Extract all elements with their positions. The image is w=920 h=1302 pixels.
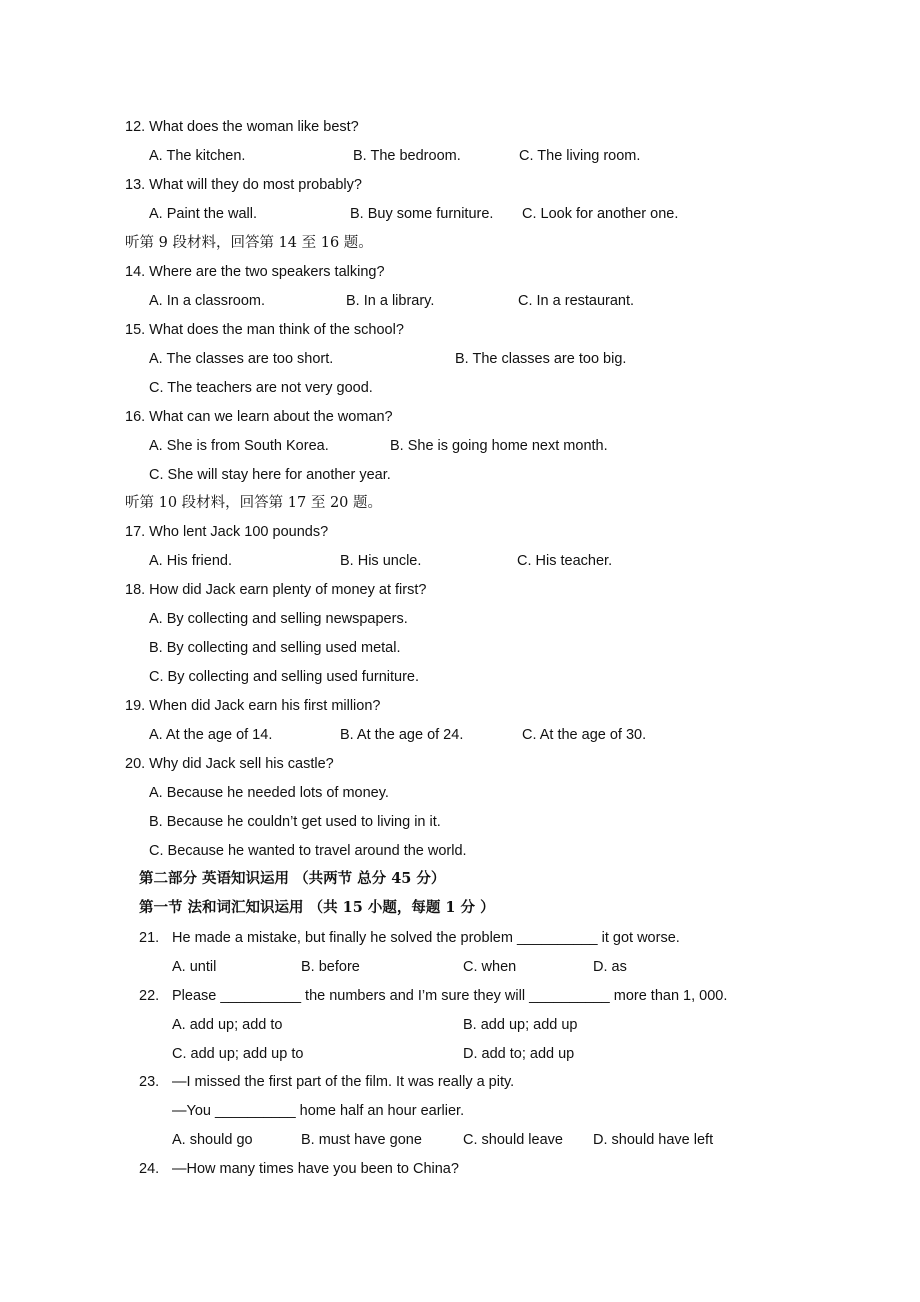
question-23-option-c: C. should leave: [463, 1132, 563, 1148]
question-22-number: 22.: [139, 988, 160, 1004]
question-21-option-a: A. until: [172, 959, 217, 975]
question-22-stem: Please __________ the numbers and I’m sure they will __________ more than 1, 000.: [172, 988, 728, 1004]
question-23-number: 23.: [139, 1074, 160, 1090]
question-12-option-b: B. The bedroom.: [353, 148, 461, 164]
question-23-option-a: A. should go: [172, 1132, 253, 1148]
question-15-option-a: A. The classes are too short.: [149, 351, 334, 367]
question-15-option-b: B. The classes are too big.: [455, 351, 627, 367]
question-14-option-b: B. In a library.: [346, 293, 435, 309]
question-13-option-a: A. Paint the wall.: [149, 206, 257, 222]
question-24-number: 24.: [139, 1161, 160, 1177]
question-13-stem: 13. What will they do most probably?: [125, 177, 362, 193]
question-16-stem: 16. What can we learn about the woman?: [125, 409, 393, 425]
question-16-option-c: C. She will stay here for another year.: [149, 467, 391, 483]
question-14-stem: 14. Where are the two speakers talking?: [125, 264, 385, 280]
question-20-option-b: B. Because he couldn’t get used to living in it.: [149, 814, 441, 830]
question-12-stem: 12. What does the woman like best?: [125, 119, 359, 135]
section-1-heading: 第一节 法和词汇知识运用 （共 15 小题，每题 1 分 ）: [139, 899, 495, 916]
question-16-option-a: A. She is from South Korea.: [149, 438, 329, 454]
question-22-option-b: B. add up; add up: [463, 1017, 578, 1033]
part-2-heading: 第二部分 英语知识运用 （共两节 总分 45 分）: [139, 870, 446, 887]
question-21-number: 21.: [139, 930, 160, 946]
question-18-option-c: C. By collecting and selling used furniture.: [149, 669, 420, 685]
question-12-option-a: A. The kitchen.: [149, 148, 246, 164]
question-21-option-c: C. when: [463, 959, 517, 975]
question-19-option-a: A. At the age of 14.: [149, 727, 273, 743]
question-19-stem: 19. When did Jack earn his first million?: [125, 698, 381, 714]
question-19-option-b: B. At the age of 24.: [340, 727, 464, 743]
question-23-dialogue-line-2: —You __________ home half an hour earlier.: [172, 1103, 465, 1119]
question-18-stem: 18. How did Jack earn plenty of money at first?: [125, 582, 427, 598]
question-12-option-c: C. The living room.: [519, 148, 641, 164]
question-13-option-b: B. Buy some furniture.: [350, 206, 494, 222]
segment-10-instruction: 听第 10 段材料，回答第 17 至 20 题。: [125, 495, 383, 511]
question-14-option-c: C. In a restaurant.: [518, 293, 635, 309]
question-17-option-b: B. His uncle.: [340, 553, 422, 569]
question-23-option-d: D. should have left: [593, 1132, 714, 1148]
question-21-option-b: B. before: [301, 959, 360, 975]
question-18-option-a: A. By collecting and selling newspapers.: [149, 611, 408, 627]
question-22-option-c: C. add up; add up to: [172, 1046, 304, 1062]
question-21-stem: He made a mistake, but finally he solved the problem __________ it got worse.: [172, 930, 680, 946]
question-20-option-c: C. Because he wanted to travel around the world.: [149, 843, 467, 859]
question-13-option-c: C. Look for another one.: [522, 206, 679, 222]
question-21-option-d: D. as: [593, 959, 627, 975]
question-18-option-b: B. By collecting and selling used metal.: [149, 640, 401, 656]
question-22-option-a: A. add up; add to: [172, 1017, 283, 1033]
question-17-stem: 17. Who lent Jack 100 pounds?: [125, 524, 329, 540]
question-17-option-c: C. His teacher.: [517, 553, 613, 569]
question-24-dialogue-line-1: —How many times have you been to China?: [172, 1161, 459, 1177]
question-20-stem: 20. Why did Jack sell his castle?: [125, 756, 334, 772]
question-14-option-a: A. In a classroom.: [149, 293, 266, 309]
question-22-option-d: D. add to; add up: [463, 1046, 575, 1062]
question-19-option-c: C. At the age of 30.: [522, 727, 647, 743]
question-15-option-c: C. The teachers are not very good.: [149, 380, 373, 396]
segment-9-instruction: 听第 9 段材料，回答第 14 至 16 题。: [125, 235, 373, 251]
question-17-option-a: A. His friend.: [149, 553, 232, 569]
question-23-option-b: B. must have gone: [301, 1132, 422, 1148]
question-20-option-a: A. Because he needed lots of money.: [149, 785, 389, 801]
question-16-option-b: B. She is going home next month.: [390, 438, 608, 454]
question-15-stem: 15. What does the man think of the school?: [125, 322, 404, 338]
question-23-dialogue-line-1: —I missed the first part of the film. It was really a pity.: [172, 1074, 515, 1090]
